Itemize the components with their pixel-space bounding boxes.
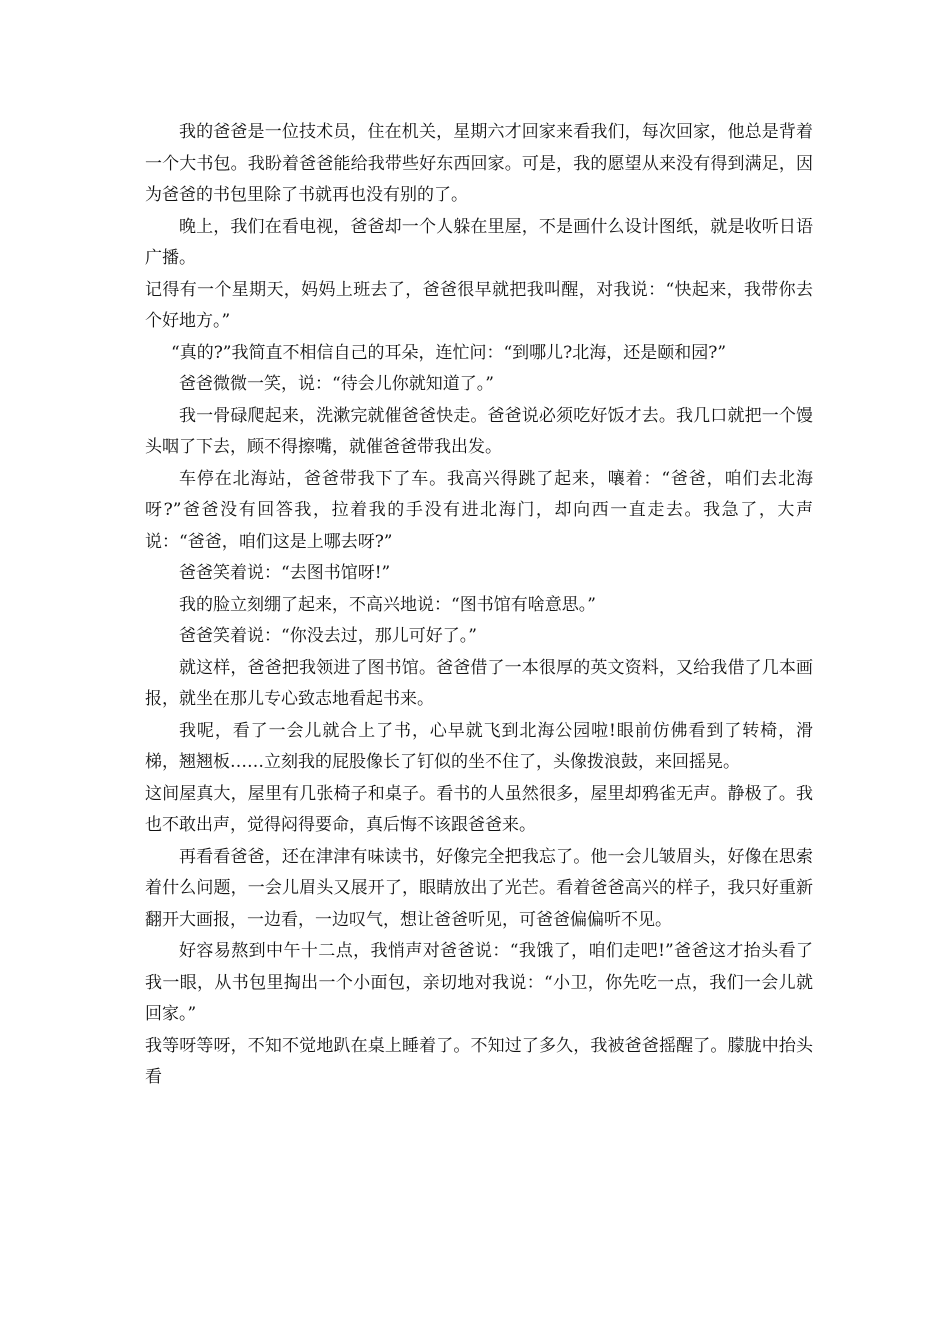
paragraph-9: 我的脸立刻绷了起来，不高兴地说：“图书馆有啥意思。” — [179, 594, 596, 615]
paragraph-12: 我呢，看了一会儿就合上了书，心早就飞到北海公园啦!眼前仿佛看到了转椅，滑梯，翘翘板……立刻我的屁股像长了钉似的坐不住了，头像拨浪鼓，来回摇晃。 — [145, 720, 813, 772]
paragraph-6: 我一骨碌爬起来，洗漱完就催爸爸快走。爸爸说必须吃好饭才去。我几口就把一个馒头咽了下去，顾不得擦嘴，就催爸爸带我出发。 — [145, 405, 813, 457]
paragraph-8: 爸爸笑着说：“去图书馆呀!” — [179, 563, 391, 583]
paragraph-5: 爸爸微微一笑，说：“待会儿你就知道了。” — [179, 374, 494, 394]
paragraph-4: “真的?”我简直不相信自己的耳朵，连忙问：“到哪儿?北海，还是颐和园?” — [171, 342, 727, 363]
paragraph-1: 我的爸爸是一位技术员，住在机关，星期六才回家来看我们，每次回家，他总是背着一个大书包。我盼着爸爸能给我带些好东西回家。可是，我的愿望从来没有得到满足，因为爸爸的书包里除了书就再也没有别的了。 — [145, 122, 813, 205]
paragraph-7: 车停在北海站，爸爸带我下了车。我高兴得跳了起来，嚷着：“爸爸，咱们去北海呀?”爸爸没有回答我，拉着我的手没有进北海门，却向西一直走去。我急了，大声说：“爸爸，咱们这是上哪去呀?” — [145, 468, 813, 552]
paragraph-15: 好容易熬到中午十二点，我悄声对爸爸说：“我饿了，咱们走吧!”爸爸这才抬头看了我一眼，从书包里掏出一个小面包，亲切地对我说：“小卫，你先吃一点，我们一会儿就回家。” — [145, 941, 813, 1024]
paragraph-2: 晚上，我们在看电视，爸爸却一个人躲在里屋，不是画什么设计图纸，就是收听日语广播。 — [145, 216, 813, 268]
paragraph-10: 爸爸笑着说：“你没去过，那儿可好了。” — [179, 626, 477, 646]
paragraph-13: 这间屋真大，屋里有几张椅子和桌子。看书的人虽然很多，屋里却鸦雀无声。静极了。我也不敢出声，觉得闷得要命，真后悔不该跟爸爸来。 — [145, 783, 813, 835]
paragraph-16: 我等呀等呀，不知不觉地趴在桌上睡着了。不知过了多久，我被爸爸摇醒了。朦胧中抬头看 — [145, 1035, 813, 1087]
paragraph-14: 再看看爸爸，还在津津有味读书，好像完全把我忘了。他一会儿皱眉头，好像在思索着什么问题，一会儿眉头又展开了，眼睛放出了光芒。看着爸爸高兴的样子，我只好重新翻开大画报，一边看，一边叹气，想让爸爸听见，可爸爸偏偏听不见。 — [145, 846, 813, 930]
paragraph-11: 就这样，爸爸把我领进了图书馆。爸爸借了一本很厚的英文资料，又给我借了几本画报，就坐在那儿专心致志地看起书来。 — [145, 657, 813, 709]
document-page — [145, 117, 813, 1094]
paragraph-3: 记得有一个星期天，妈妈上班去了，爸爸很早就把我叫醒，对我说：“快起来，我带你去个好地方。” — [145, 279, 813, 331]
